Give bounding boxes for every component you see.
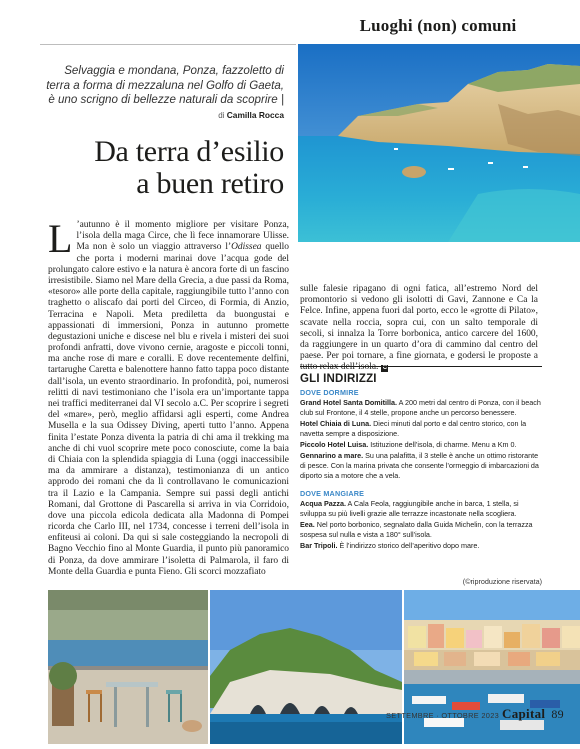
photo-grottoes: [210, 590, 402, 744]
entry-name: Bar Tripoli.: [300, 541, 338, 550]
headline-line-2: a buen retiro: [136, 167, 284, 200]
author-name: Camilla Rocca: [226, 109, 284, 120]
body-text-b: quello che porta i moderni marinai dove l’acqua gode del prolungato calore estivo e la natura è ancora forte di un fascino irresistibile. Siamo nel Mare della Grecia, a due passi da Roma, «tesoro» alle porte della capitale, raggiungibile tutto l’anno con traghetto o aliscafo dai porti del Circeo, di Formia, di Anzio, Terracina e Napoli. Meta prediletta da buongustai e appassionati di immersioni, Ponza in autunno promette degustazioni uniche e discese nel blu e rivela i misteri dei suoi profondi anfratti, dove vivono cernie, aragoste e piccoli tonni, ma anche rose di mare e coralli. E dove recentemente delfini, tartarughe Caretta e balenottere hanno fatto tappa poco distante dall’isola, un evento straordinario. In profondità, poi, numerosi relitti di navi testimoniano che l’isola era un’importante tappa nei traffici mediterranei dal VI secolo a.C. Per scoprire i segreti del «mare», però, meglio affidarsi agli esperti, come Andrea Musella e la sua Odissey Diving, aperti tutto l’anno. Appena finita l’estate Ponza diventa la patria di chi ama il trekking ma anche di chi vuol scoprire mete poco conosciute, come la baia di Chiaia con la splendida spiaggia di Luna (oggi inaccessibile ma da ammirare a distanza), testimonianza di un antico approdo dei romani che da lì controllavano le comunicazioni tra il Lazio e la Campania. Sempre sui passi degli antichi Romani, dal Grottone di Pascarella si arriva in via Corridoio, dove una piccola edicola dedicata alla Madonna di Pompei ricorda che Carlo III, nel 1734, concesse i terreni dell’isola in enfiteusi ai coloni. Da qui si sale costeggiando la necropoli di Bagno Vecchio fino al Monte Guardia, il punto più panoramico di Ponza, da dove ammirare l’isoletta di Palmarola, il faro di Monte della Guardia e punta Fieno. Gli scorci mozzafiato: [48, 242, 290, 577]
page-number: 89: [551, 707, 564, 721]
end-mark-icon: C: [382, 365, 388, 372]
copyright-note: (©riproduzione riservata): [462, 577, 542, 586]
sleep-entry: [300, 440, 542, 450]
top-rule: [40, 44, 296, 45]
byline: [218, 111, 284, 120]
hero-photo: [298, 44, 580, 242]
sleep-heading: DOVE DORMIRE: [300, 388, 359, 397]
entry-text: Dieci minuti dal porto e dal centro storico, con la navetta sempre a disposizione.: [300, 419, 527, 438]
entry-name: Hotel Chiaia di Luna.: [300, 419, 372, 428]
standfirst-text: Selvaggia e mondana, Ponza, fazzoletto di terra a forma di mezzaluna nel Golfo di Gaeta, è uno scrigno di bellezze naturali da scoprire: [46, 64, 284, 107]
headline: [40, 136, 284, 200]
entry-text: Nel porto borbonico, segnalato dalla Guida Michelin, con la terrazza sospesa sul nulla e vista a 180° sull’isola.: [300, 520, 533, 539]
entry-name: Acqua Pazza.: [300, 499, 346, 508]
hero-illustration: [298, 44, 580, 242]
eat-entry: [300, 520, 542, 540]
body-text-continued: sulle falesie ripagano di ogni fatica, all’estremo Nord del promontorio si vedono gli isolotti di Gavi, Zannone e Ca la Felce. Infine, appena fuori dal porto, ecco le «grotte di Pilato», scavate nella roccia, sopra cui, con un salto temporale di secoli, si innalza la Torre borbonica, antico carcere del 1600, da raggiungere in un quarto d’ora di cammino dal centro del paese. Per poi tornare, a fine giornata, e godersi le proposte a tutto relax dell’isola.: [300, 284, 538, 373]
eat-entry: [300, 541, 542, 551]
drop-cap: L: [48, 216, 73, 261]
footer: [386, 706, 576, 722]
standfirst-divider: |: [280, 93, 284, 107]
entry-text: A Cala Feola, raggiungibile anche in barca, 1 stella, si sviluppa su più livelli grazie alle terrazze incastonate nella scogliera.: [300, 499, 519, 518]
entry-name: Eea.: [300, 520, 315, 529]
entry-text: Istituzione dell’isola, di charme. Menu a Km 0.: [368, 440, 517, 449]
standfirst: [40, 64, 284, 123]
sleep-entry: [300, 419, 542, 439]
body-text-emphasis: Odissea: [231, 242, 262, 253]
byline-prefix: di: [218, 110, 225, 120]
section-title: Luoghi (non) comuni: [359, 16, 517, 35]
body-text-a: ’autunno è il momento migliore per visitare Ponza, l’isola della maga Circe, che lì fece innamorare Ulisse. Ma non è solo un viaggio attraverso l’: [76, 220, 289, 253]
body-column-2: [300, 284, 538, 373]
entry-text: A 200 metri dal centro di Ponza, con il beach club sul Frontone, il 4 stelle, propone anche un percorso benessere.: [300, 398, 541, 417]
headline-line-1: Da terra d’esilio: [94, 135, 284, 168]
entry-text: Su una palafitta, il 3 stelle è anche un ottimo ristorante di pesce. Con la marina privata che consente l’ormeggio di imbarcazioni da diporto sia a motore che a vela.: [300, 451, 539, 480]
entry-name: Gennarino a mare.: [300, 451, 364, 460]
box-title: GLI INDIRIZZI: [300, 373, 377, 385]
issue-date: SETTEMBRE · OTTOBRE 2023: [386, 711, 500, 720]
addresses-box: [300, 366, 542, 591]
eat-heading: DOVE MANGIARE: [300, 489, 365, 498]
eat-entry: [300, 499, 542, 519]
sleep-entry: [300, 451, 542, 481]
entry-name: Grand Hotel Santa Domitilla.: [300, 398, 398, 407]
photo-terrace: [48, 590, 208, 744]
entry-text: È l’indirizzo storico dell’aperitivo dopo mare.: [337, 541, 480, 550]
entry-name: Piccolo Hotel Luisa.: [300, 440, 369, 449]
magazine-brand: Capital: [502, 706, 546, 721]
sleep-entry: [300, 398, 542, 418]
body-column-1: [48, 216, 290, 590]
